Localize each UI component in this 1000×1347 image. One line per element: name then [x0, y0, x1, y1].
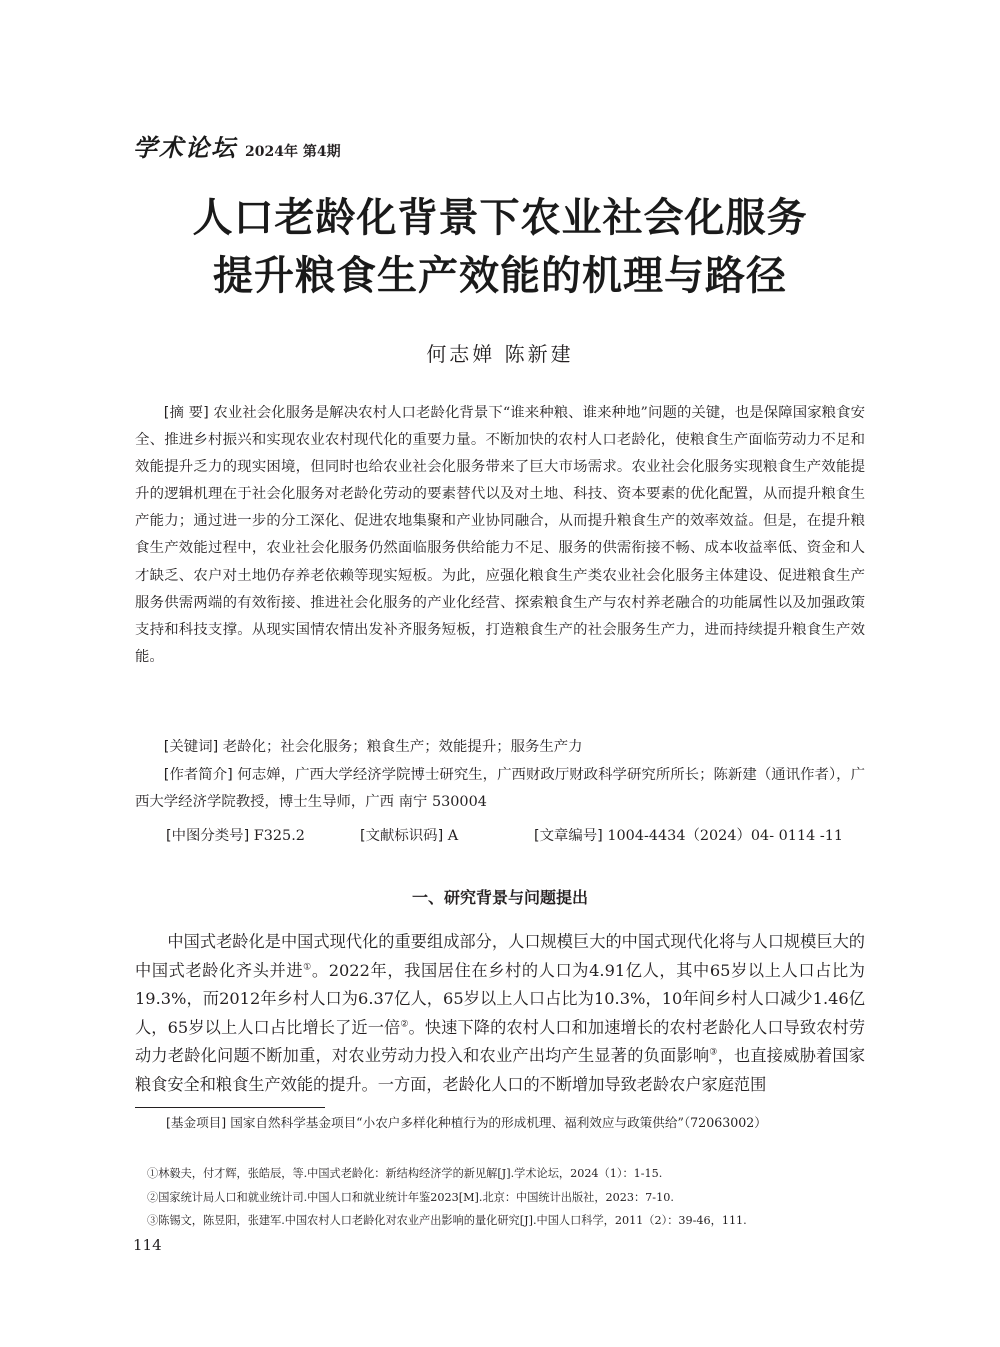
author-intro-label: [作者简介] [163, 767, 233, 783]
footnote-divider [135, 1107, 325, 1108]
article-title-line-1: 人口老龄化背景下农业社会化服务 [192, 195, 808, 241]
abstract-text: 农业社会化服务是解决农村人口老龄化背景下“谁来种粮、谁来种地”问题的关键，也是保障国家粮食安全、推进乡村振兴和实现农业农村现代化的重要力量。不断加快的农村人口老龄化，使粮食生产面临劳动力不足和效能提升乏力的现实困境，但同时也给农业社会化服务带来了巨大市场需求。农业社会化服务实现粮食生产效能提升的逻辑机理在于社会化服务对老龄化劳动的要素替代以及对土地、科技、资本要素的优化配置，从而提升粮食生产能力；通过进一步的分工深化、促进农地集聚和产业协同融合，从而提升粮食生产的效率效益。但是，在提升粮食生产效能过程中，农业社会化服务仍然面临服务供给能力不足、服务的供需衔接不畅、成本收益率低、资金和人才缺乏、农户对土地仍存养老依赖等现实短板。为此，应强化粮食生产类农业社会化服务主体建设、促进粮食生产服务供需两端的有效衔接、推进社会化服务的产业化经营、探索粮食生产与农村养老融合的功能属性以及加强政策支持和科技支撑。从现实国情农情出发补齐服务短板，打造粮食生产的社会服务生产力，进而持续提升粮食生产效能。 [135, 405, 866, 665]
author-intro-text: 何志婵，广西大学经济学院博士研究生，广西财政厅财政科学研究所所长；陈新建（通讯作者），广西大学经济学院教授，博士生导师，广西 南宁 530004 [135, 767, 866, 811]
footnote-ref-3[interactable]: ③ [709, 1047, 718, 1058]
authors: 何志婵 陈新建 [426, 342, 574, 366]
body-paragraph [135, 928, 865, 1100]
body-text-b: 。2022年，我国居住在乡村的人口为4.91亿人，其中65岁以上人口占比为19.3%，而2012年乡村人口为6.37亿人，65岁以上人口占比为10.3%，10年间乡村人口减少1.46亿人，65岁以上人口占比增长了近一倍 [135, 960, 865, 1037]
clc-label: [中图分类号] [166, 828, 250, 844]
keywords-label: [关键词] [163, 739, 219, 755]
journal-issue: 2024年 第4期 [245, 144, 341, 160]
page-number: 114 [133, 1236, 162, 1254]
clc-code [166, 825, 360, 847]
article-value: 1004-4434（2024）04- 0114 -11 [607, 828, 844, 844]
journal-name: 学术论坛 [133, 133, 237, 162]
fund-label: [基金项目] [166, 1115, 227, 1130]
footnote-2: ②国家统计局人口和就业统计司.中国人口和就业统计年鉴2023[M].北京：中国统计出版社，2023：7-10. [147, 1190, 674, 1204]
doc-value: A [447, 828, 459, 844]
article-label: [文章编号] [534, 828, 603, 844]
journal-header [133, 128, 341, 163]
footnote-3: ③陈锡文，陈昱阳，张建军.中国农村人口老龄化对农业产出影响的量化研究[J].中国人口科学，2011（2）：39-46，111. [147, 1214, 747, 1227]
footnote-ref-2[interactable]: ② [400, 1019, 409, 1030]
author-intro [135, 762, 865, 816]
clc-value: F325.2 [253, 828, 305, 844]
body-text-a: 中国式老龄化是中国式现代化的重要组成部分，人口规模巨大的中国式现代化将与人口规模巨大的中国式老龄化齐头并进 [135, 932, 865, 980]
abstract [135, 400, 865, 671]
fund-text: 国家自然科学基金项目“小农户多样化种植行为的形成机理、福利效应与政策供给”（72063002） [230, 1115, 767, 1130]
fund-info [166, 1113, 767, 1133]
footnote-1: ①林毅夫，付才辉，张皓辰，等.中国式老龄化：新结构经济学的新见解[J].学术论坛，2024（1）：1-15. [147, 1167, 663, 1180]
keywords-text: 老龄化；社会化服务；粮食生产；效能提升；服务生产力 [222, 739, 583, 755]
footnotes [147, 1162, 747, 1233]
abstract-label: [摘 要] [163, 405, 209, 421]
article-title-line-2: 提升粮食生产效能的机理与路径 [213, 253, 787, 299]
doc-label: [文献标识码] [360, 828, 444, 844]
section-heading: 一、研究背景与问题提出 [411, 888, 588, 907]
article-number [534, 825, 843, 847]
footnote-ref-1[interactable]: ① [303, 962, 312, 973]
keywords [135, 734, 865, 761]
body-text-d: ，也直接威胁着国家粮食安全和粮食生产效能的提升。一方面，老龄化人口的不断增加导致老龄农户家庭范围 [135, 1046, 866, 1094]
body-text-c: 。快速下降的农村人口和加速增长的农村老龄化人口导致农村劳动力老龄化问题不断加重，对农业劳动力投入和农业产出均产生显著的负面影响 [135, 1017, 866, 1066]
document-code [360, 825, 534, 847]
classification-codes [166, 825, 866, 847]
